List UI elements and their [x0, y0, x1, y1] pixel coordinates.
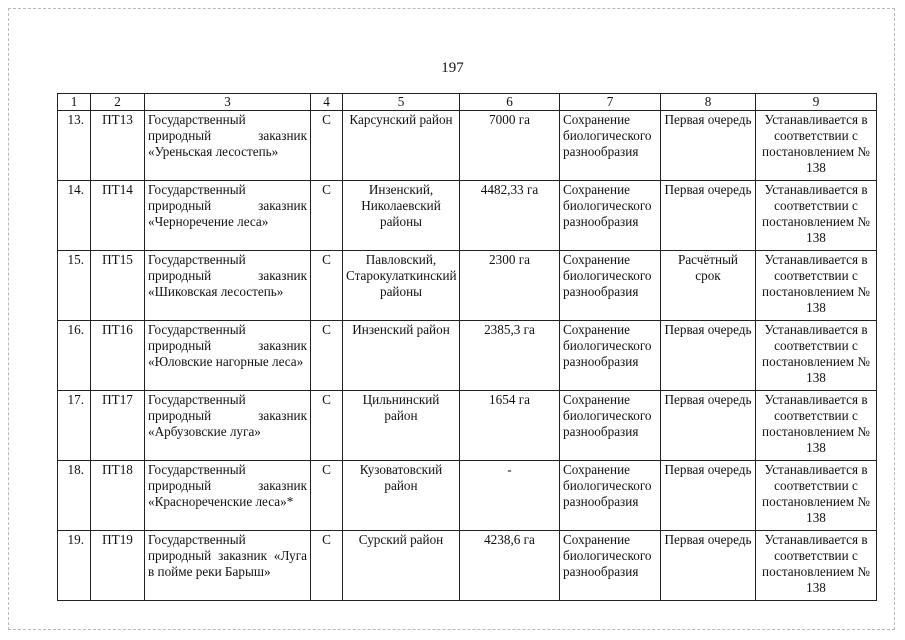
table-row [58, 321, 877, 391]
row-number: 14. [58, 181, 91, 251]
row-type: С [311, 111, 343, 181]
row-type: С [311, 531, 343, 601]
row-area: 2385,3 га [460, 321, 560, 391]
row-code: ПТ19 [91, 531, 145, 601]
header-cell: 6 [460, 94, 560, 111]
row-area: 7000 га [460, 111, 560, 181]
row-area: 4238,6 га [460, 531, 560, 601]
row-district: Павловский, Старокулаткинский районы [343, 251, 460, 321]
header-cell: 1 [58, 94, 91, 111]
row-name: Государственный природный заказник «Арбузовские луга» [145, 391, 311, 461]
table-row [58, 181, 877, 251]
row-regime: Устанавливается в соответствии с постановлением № 138 [756, 111, 877, 181]
row-code: ПТ16 [91, 321, 145, 391]
table-row [58, 391, 877, 461]
row-purpose: Сохранение биологического разнообразия [560, 251, 661, 321]
row-type: С [311, 461, 343, 531]
row-purpose: Сохранение биологического разнообразия [560, 531, 661, 601]
header-cell: 2 [91, 94, 145, 111]
row-name: Государственный природный заказник «Краснореченские леса»* [145, 461, 311, 531]
row-regime: Устанавливается в соответствии с постановлением № 138 [756, 181, 877, 251]
row-name: Государственный природный заказник «Шиковская лесостепь» [145, 251, 311, 321]
row-priority: Первая очередь [661, 321, 756, 391]
row-name: Государственный природный заказник «Черноречение леса» [145, 181, 311, 251]
row-number: 19. [58, 531, 91, 601]
header-cell: 5 [343, 94, 460, 111]
header-cell: 9 [756, 94, 877, 111]
row-code: ПТ17 [91, 391, 145, 461]
row-priority: Первая очередь [661, 111, 756, 181]
row-name: Государственный природный заказник «Луга в пойме реки Барыш» [145, 531, 311, 601]
row-purpose: Сохранение биологического разнообразия [560, 461, 661, 531]
row-number: 18. [58, 461, 91, 531]
row-area: 2300 га [460, 251, 560, 321]
row-district: Инзенский район [343, 321, 460, 391]
row-name: Государственный природный заказник «Уреньская лесостепь» [145, 111, 311, 181]
page-number: 197 [441, 60, 464, 76]
protected-areas-table [57, 93, 877, 601]
row-priority: Первая очередь [661, 181, 756, 251]
row-purpose: Сохранение биологического разнообразия [560, 391, 661, 461]
table-row [58, 111, 877, 181]
row-priority: Первая очередь [661, 461, 756, 531]
table-row [58, 251, 877, 321]
row-regime: Устанавливается в соответствии с постановлением № 138 [756, 461, 877, 531]
row-district: Сурский район [343, 531, 460, 601]
row-name: Государственный природный заказник «Юловские нагорные леса» [145, 321, 311, 391]
header-cell: 7 [560, 94, 661, 111]
row-purpose: Сохранение биологического разнообразия [560, 321, 661, 391]
table-row [58, 531, 877, 601]
row-type: С [311, 321, 343, 391]
row-regime: Устанавливается в соответствии с постановлением № 138 [756, 251, 877, 321]
header-cell: 4 [311, 94, 343, 111]
row-regime: Устанавливается в соответствии с постановлением № 138 [756, 391, 877, 461]
row-area: 1654 га [460, 391, 560, 461]
row-type: С [311, 391, 343, 461]
row-district: Кузоватовский район [343, 461, 460, 531]
row-number: 16. [58, 321, 91, 391]
row-area: 4482,33 га [460, 181, 560, 251]
row-priority: Первая очередь [661, 391, 756, 461]
row-purpose: Сохранение биологического разнообразия [560, 111, 661, 181]
row-number: 13. [58, 111, 91, 181]
row-code: ПТ14 [91, 181, 145, 251]
row-area: - [460, 461, 560, 531]
row-regime: Устанавливается в соответствии с постановлением № 138 [756, 321, 877, 391]
header-row [58, 94, 877, 111]
row-number: 17. [58, 391, 91, 461]
row-district: Цильнинский район [343, 391, 460, 461]
row-priority: Первая очередь [661, 531, 756, 601]
row-purpose: Сохранение биологического разнообразия [560, 181, 661, 251]
row-type: С [311, 251, 343, 321]
row-district: Карсунский район [343, 111, 460, 181]
row-priority: Расчётный срок [661, 251, 756, 321]
row-type: С [311, 181, 343, 251]
table-row [58, 461, 877, 531]
row-district: Инзенский, Николаевский районы [343, 181, 460, 251]
header-cell: 8 [661, 94, 756, 111]
row-code: ПТ18 [91, 461, 145, 531]
row-regime: Устанавливается в соответствии с постановлением № 138 [756, 531, 877, 601]
row-code: ПТ15 [91, 251, 145, 321]
row-code: ПТ13 [91, 111, 145, 181]
row-number: 15. [58, 251, 91, 321]
header-cell: 3 [145, 94, 311, 111]
